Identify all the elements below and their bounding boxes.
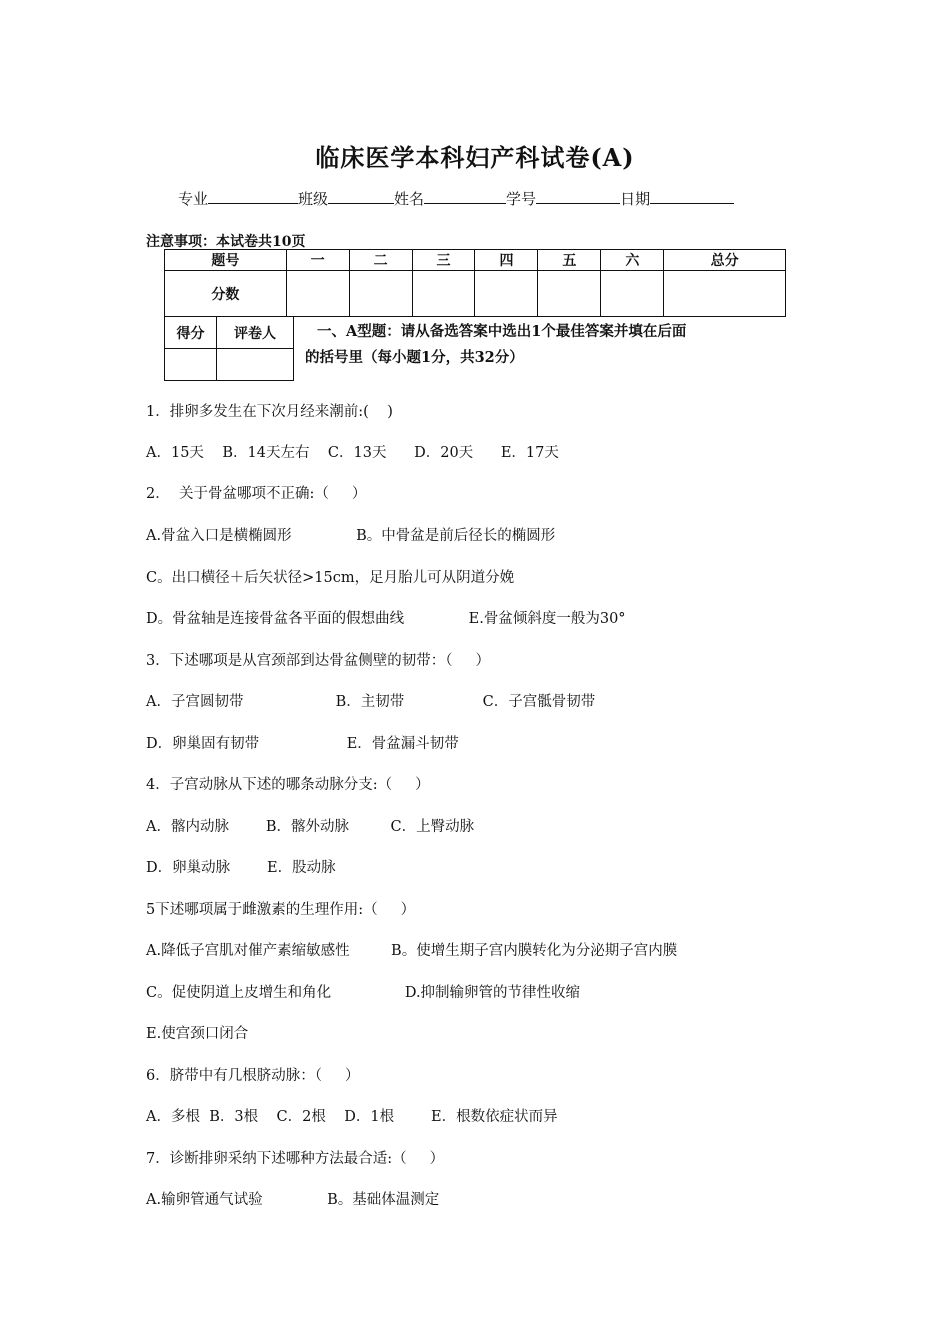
score-header-cell: 一	[286, 250, 349, 271]
option-line: A．髂内动脉 B．髂外动脉 C．上臀动脉	[146, 819, 475, 835]
grader-name-label: 评卷人	[216, 317, 293, 349]
score-header-cell: 二	[349, 250, 412, 271]
score-header-cell: 总分	[664, 250, 786, 271]
question-line: 5下述哪项属于雌激素的生理作用:（ ）	[146, 902, 416, 918]
option-line: D．卵巢固有韧带 E．骨盆漏斗韧带	[146, 736, 459, 752]
date-blank	[650, 189, 734, 204]
date-label: 日期	[620, 190, 651, 208]
student-info-line	[178, 188, 734, 209]
score-table-header-row	[165, 250, 786, 271]
option-line: D．卵巢动脉 E．股动脉	[146, 860, 336, 876]
question-line: 1．排卵多发生在下次月经来潮前:( )	[146, 404, 393, 420]
option-line: C。促使阴道上皮增生和角化 D.抑制输卵管的节律性收缩	[146, 985, 581, 1001]
page-title: 临床医学本科妇产科试卷(A)	[315, 143, 635, 172]
option-line: A．多根 B．3根 C．2根 D．1根 E．根数依症状而异	[146, 1109, 558, 1125]
option-line: C。出口横径＋后矢状径>15cm，足月胎儿可从阴道分娩	[146, 570, 515, 586]
grader-score-cell[interactable]	[165, 349, 217, 381]
score-header-cell: 六	[601, 250, 664, 271]
name-label: 姓名	[394, 190, 425, 208]
class-blank	[328, 189, 394, 204]
grader-table	[164, 316, 294, 381]
section-heading-line: 一、A型题：请从备选答案中选出1个最佳答案并填在后面	[317, 323, 687, 340]
student-id-label: 学号	[506, 190, 537, 208]
score-cell[interactable]	[601, 271, 664, 317]
score-cell[interactable]	[286, 271, 349, 317]
score-table-score-row	[165, 271, 786, 317]
option-line: D。骨盆轴是连接骨盆各平面的假想曲线 E.骨盆倾斜度一般为30°	[146, 611, 626, 627]
section-heading-line: 的括号里（每小题1分，共32分）	[305, 349, 524, 366]
score-header-cell: 三	[412, 250, 475, 271]
score-cell[interactable]	[412, 271, 475, 317]
student-id-blank	[536, 189, 620, 204]
score-cell[interactable]	[538, 271, 601, 317]
question-line: 2． 关于骨盆哪项不正确:（ ）	[146, 486, 367, 502]
question-line: 4．子宫动脉从下述的哪条动脉分支:（ ）	[146, 777, 430, 793]
section-heading	[305, 319, 765, 371]
score-header-cell: 四	[475, 250, 538, 271]
major-blank	[208, 189, 298, 204]
grader-input-row	[165, 349, 294, 381]
grader-score-label: 得分	[165, 317, 217, 349]
notice: 注意事项：本试卷共10页	[146, 234, 306, 250]
question-line: 7．诊断排卵采纳下述哪种方法最合适:（ ）	[146, 1151, 445, 1167]
question-line: 6．脐带中有几根脐动脉：（ ）	[146, 1068, 360, 1084]
option-line: A．子宫圆韧带 B．主韧带 C．子宫骶骨韧带	[146, 694, 596, 710]
option-line: A.降低子宫肌对催产素缩敏感性 B。使增生期子宫内膜转化为分泌期子宫内膜	[146, 943, 678, 959]
option-line: A．15天 B．14天左右 C．13天 D．20天 E．17天	[146, 445, 559, 461]
score-cell[interactable]	[664, 271, 786, 317]
score-header-cell: 题号	[165, 250, 287, 271]
option-line: E.使宫颈口闭合	[146, 1026, 249, 1042]
major-label: 专业	[178, 190, 209, 208]
option-line: A.骨盆入口是横椭圆形 B。中骨盆是前后径长的椭圆形	[146, 528, 556, 544]
option-line: A.输卵管通气试验 B。基础体温测定	[146, 1192, 440, 1208]
grader-header-row	[165, 317, 294, 349]
grader-name-cell[interactable]	[216, 349, 293, 381]
score-cell[interactable]	[349, 271, 412, 317]
question-line: 3．下述哪项是从宫颈部到达骨盆侧壁的韧带：（ ）	[146, 653, 491, 669]
name-blank	[424, 189, 506, 204]
class-label: 班级	[298, 190, 329, 208]
score-row-label: 分数	[165, 271, 287, 317]
score-cell[interactable]	[475, 271, 538, 317]
score-table	[164, 249, 786, 317]
score-header-cell: 五	[538, 250, 601, 271]
